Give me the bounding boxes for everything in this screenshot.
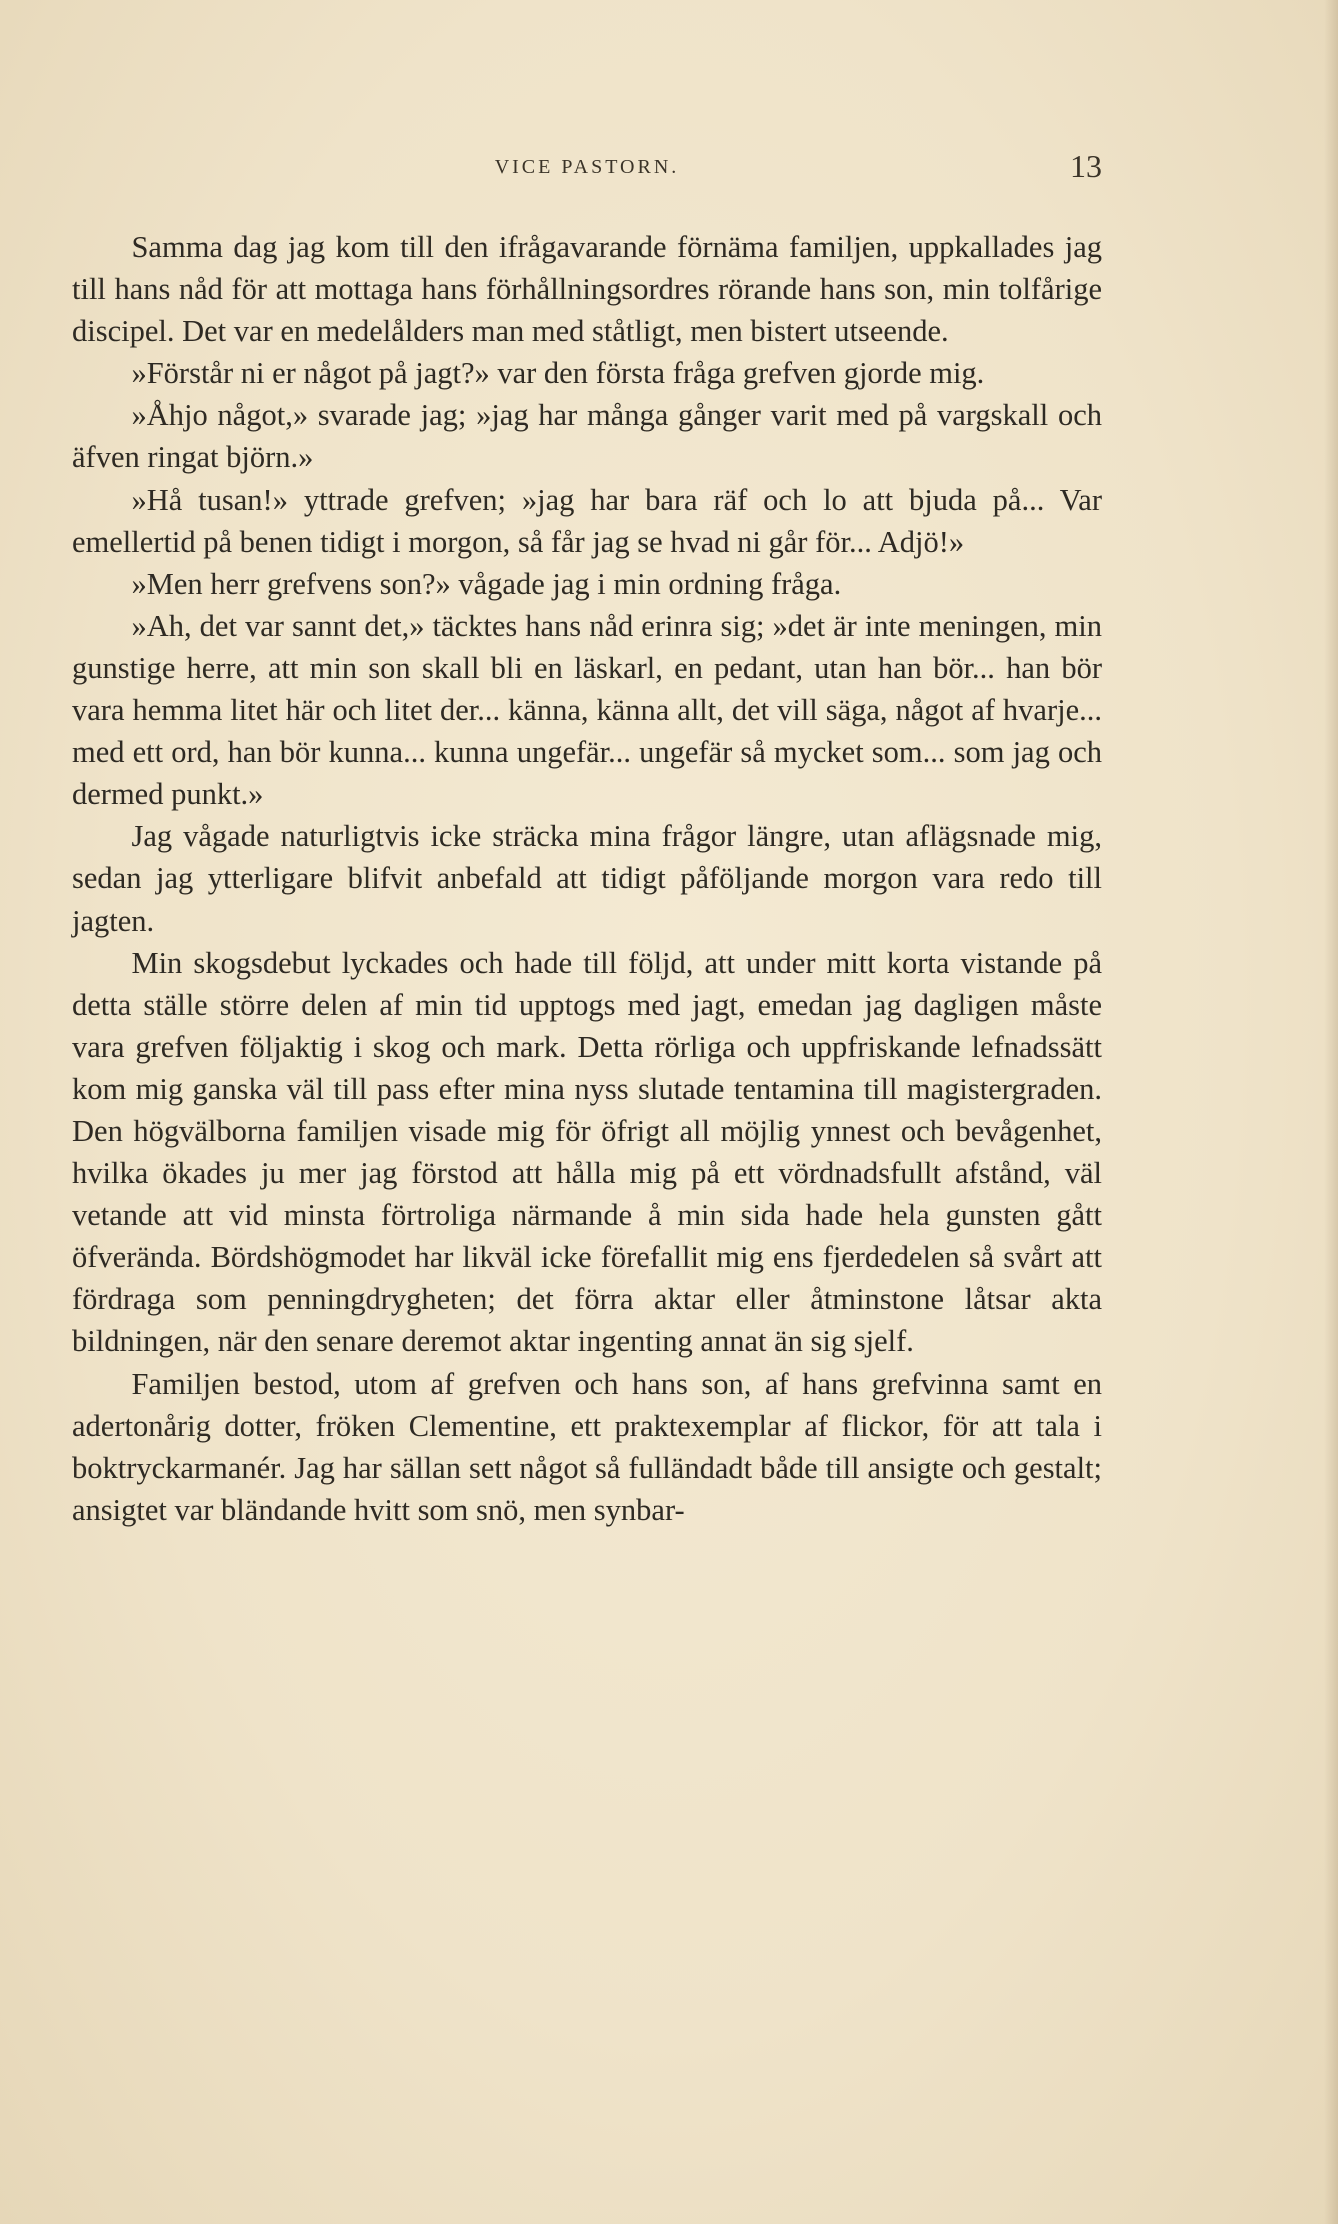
- paragraph-3: »Åhjo något,» svarade jag; »jag har många gånger varit med på vargskall och äfven ringat björn.»: [72, 398, 1102, 475]
- body-text: [72, 226, 1102, 1531]
- paragraph-9: Familjen bestod, utom af grefven och hans son, af hans grefvinna samt en adertonårig dotter, fröken Clementine, ett praktexemplar af flickor, för att tala i boktryckarmanér. Jag har sällan sett något så fulländadt både till ansigte och gestalt; ansigtet var bländande hvitt som snö, men synbar-: [72, 1366, 1102, 1527]
- paragraph-4: »Hå tusan!» yttrade grefven; »jag har bara räf och lo att bjuda på... Var emellertid på benen tidigt i morgon, så får jag se hvad ni går för... Adjö!»: [72, 482, 1102, 559]
- running-title: VICE PASTORN.: [494, 156, 680, 178]
- paragraph-2: »Förstår ni er något på jagt?» var den första fråga grefven gjorde mig.: [131, 356, 985, 391]
- paragraph-1: Samma dag jag kom till den ifrågavarande förnäma familjen, uppkallades jag till hans nåd för att mottaga hans förhållningsordres rörande hans son, min tolfårige discipel. Det var en medelålders man med ståtligt, men bistert utseende.: [72, 230, 1102, 349]
- running-head: [72, 148, 1102, 188]
- page-number: 13: [1070, 148, 1102, 184]
- paragraph-6: »Ah, det var sannt det,» täcktes hans nåd erinra sig; »det är inte meningen, min gunstige herre, att min son skall bli en läskarl, en pedant, utan han bör... han bör vara hemma litet här och litet der... känna, känna allt, det vill säga, något af hvarje... med ett ord, han bör kunna... kunna ungefär... ungefär så mycket som... som jag och dermed punkt.»: [72, 608, 1102, 812]
- page-edge-shadow: [1324, 0, 1338, 2224]
- paragraph-8: Min skogsdebut lyckades och hade till följd, att under mitt korta vistande på detta ställe större delen af min tid upptogs med jagt, emedan jag dagligen måste vara grefven följaktig i skog och mark. Detta rörliga och uppfriskande lefnadssätt kom mig ganska väl till pass efter mina nyss slutade tentamina till magistergraden. Den högvälborna familjen visade mig för öfrigt all möjlig ynnest och bevågenhet, hvilka ökades ju mer jag förstod att hålla mig på ett vördnadsfullt afstånd, väl vetande att vid minsta förtroliga närmande å min sida hade hela gunsten gått öfverända. Bördshögmodet har likväl icke förefallit mig ens fjerdedelen så svårt att fördraga som penningdrygheten; det förra aktar eller åtminstone låtsar akta bildningen, när den senare deremot aktar ingenting annat än sig sjelf.: [72, 945, 1102, 1359]
- paragraph-5: »Men herr grefvens son?» vågade jag i min ordning fråga.: [131, 566, 842, 601]
- paragraph-7: Jag vågade naturligtvis icke sträcka mina frågor längre, utan aflägsnade mig, sedan jag ytterligare blifvit anbefald att tidigt påföljande morgon vara redo till jagten.: [72, 819, 1102, 938]
